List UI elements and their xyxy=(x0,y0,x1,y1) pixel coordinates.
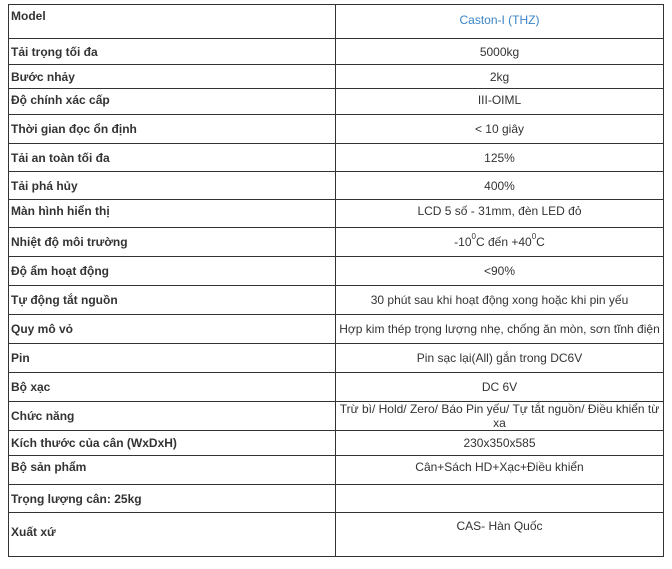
row-label-model: Model xyxy=(9,5,336,39)
table-row xyxy=(9,257,664,286)
row-label-charger: Bộ xạc xyxy=(9,373,336,402)
table-row xyxy=(9,65,664,89)
row-value-dimensions: 230x350x585 xyxy=(336,431,664,456)
row-label-read-time: Thời gian đọc ổn định xyxy=(9,115,336,144)
table-row xyxy=(9,115,664,144)
row-value-temperature: $-10^0C$ đến $+40^0C$ xyxy=(336,228,664,257)
table-row xyxy=(9,485,664,513)
row-label-break-load: Tải phá hủy xyxy=(9,172,336,200)
row-value-charger: DC 6V xyxy=(336,373,664,402)
row-value-weight xyxy=(336,485,664,513)
row-value-safe-load: 125% xyxy=(336,144,664,172)
row-label-max-load: Tải trọng tối đa xyxy=(9,39,336,65)
row-label-safe-load: Tải an toàn tối đa xyxy=(9,144,336,172)
table-row xyxy=(9,39,664,65)
row-label-step: Bước nhảy xyxy=(9,65,336,89)
row-value-housing: Hợp kim thép trọng lượng nhẹ, chống ăn mòn, sơn tĩnh điện xyxy=(336,315,664,344)
row-label-auto-off: Tự động tắt nguồn xyxy=(9,286,336,315)
row-label-functions: Chức năng xyxy=(9,402,336,431)
table-row xyxy=(9,172,664,200)
row-value-humidity: <90% xyxy=(336,257,664,286)
table-row xyxy=(9,431,664,456)
table-row xyxy=(9,402,664,431)
row-value-step: 2kg xyxy=(336,65,664,89)
table-row xyxy=(9,373,664,402)
row-value-break-load: 400% xyxy=(336,172,664,200)
table-row xyxy=(9,5,664,39)
row-value-accuracy: III-OIML xyxy=(336,89,664,115)
table-row xyxy=(9,286,664,315)
row-label-origin: Xuất xứ xyxy=(9,513,336,557)
row-value-max-load: 5000kg xyxy=(336,39,664,65)
row-label-dimensions: Kích thước của cân (WxDxH) xyxy=(9,431,336,456)
row-label-humidity: Độ ẩm hoạt động xyxy=(9,257,336,286)
row-value-auto-off: 30 phút sau khi hoạt động xong hoặc khi pin yếu xyxy=(336,286,664,315)
row-label-display: Màn hình hiển thị xyxy=(9,200,336,228)
spec-table xyxy=(8,4,664,557)
row-label-accuracy: Độ chính xác cấp xyxy=(9,89,336,115)
row-label-package: Bộ sản phẩm xyxy=(9,456,336,485)
row-label-housing: Quy mô vỏ xyxy=(9,315,336,344)
row-label-weight: Trọng lượng cân: 25kg xyxy=(9,485,336,513)
table-row xyxy=(9,344,664,373)
row-label-temperature: Nhiệt độ môi trường xyxy=(9,228,336,257)
row-value-display: LCD 5 số - 31mm, đèn LED đỏ xyxy=(336,200,664,228)
table-row xyxy=(9,456,664,485)
table-row xyxy=(9,200,664,228)
row-value-model: Caston-I (THZ) xyxy=(336,5,664,39)
row-value-package: Cân+Sách HD+Xạc+Điều khiển xyxy=(336,456,664,485)
row-value-battery: Pin sạc lại(All) gắn trong DC6V xyxy=(336,344,664,373)
row-label-battery: Pin xyxy=(9,344,336,373)
table-row xyxy=(9,315,664,344)
table-row xyxy=(9,89,664,115)
row-value-origin: CAS- Hàn Quốc xyxy=(336,513,664,557)
row-value-read-time: < 10 giây xyxy=(336,115,664,144)
table-row xyxy=(9,228,664,257)
row-value-functions: Trừ bì/ Hold/ Zero/ Báo Pin yếu/ Tự tắt nguồn/ Điều khiển từ xa xyxy=(336,402,664,431)
table-row xyxy=(9,144,664,172)
table-row xyxy=(9,513,664,557)
